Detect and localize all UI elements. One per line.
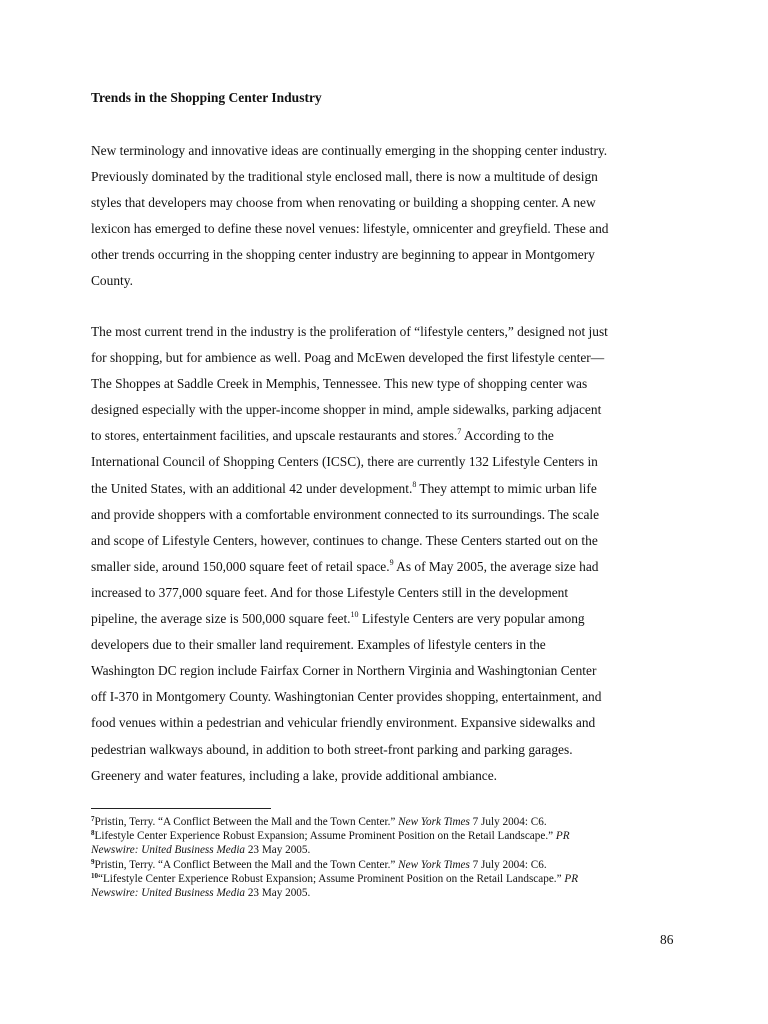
paragraph-1 bbox=[91, 138, 691, 295]
footnote-text: 23 May 2005. bbox=[245, 844, 311, 857]
footnote-source: Newswire: United Business Media bbox=[91, 886, 246, 899]
footnote-text: Pristin, Terry. “A Conflict Between the Mall and the Town Center.” bbox=[94, 858, 399, 871]
footnote-source: Newswire: United Business Media bbox=[91, 844, 246, 857]
line-text: smaller side, around 150,000 square feet of retail space. bbox=[91, 558, 390, 574]
footnote-8-cont bbox=[91, 843, 691, 857]
footnote-number: 8 bbox=[91, 829, 95, 838]
line-text: Lifestyle Centers are very popular among bbox=[358, 611, 585, 627]
footnote-number: 7 bbox=[91, 815, 95, 823]
paragraph-line: food venues within a pedestrian and vehicular friendly environment. Expansive sidewalks and bbox=[91, 715, 596, 731]
line-text: According to the bbox=[461, 428, 554, 444]
footnote-ref[interactable]: 8 bbox=[412, 479, 417, 489]
paragraph-line bbox=[91, 423, 691, 449]
footnote-text: Pristin, Terry. “A Conflict Between the Mall and the Town Center.” bbox=[94, 816, 399, 828]
paragraph-line: Previously dominated by the traditional style enclosed mall, there is now a multitude of design bbox=[91, 169, 598, 185]
footnote-source: PR bbox=[555, 830, 570, 843]
paragraph-line: off I-370 in Montgomery County. Washingtonian Center provides shopping, entertainment, and bbox=[91, 689, 602, 705]
footnote-text: 23 May 2005. bbox=[245, 886, 311, 899]
paragraph-line: for shopping, but for ambience as well. Poag and McEwen developed the first lifestyle center— bbox=[91, 350, 605, 366]
footnote-source: New York Times bbox=[398, 816, 470, 828]
paragraph-line: and scope of Lifestyle Centers, however, continues to change. These Centers started out on the bbox=[91, 532, 598, 548]
footnote-text: 7 July 2004: C6. bbox=[469, 816, 547, 828]
footnote-number: 9 bbox=[91, 857, 95, 866]
paragraph-line: The most current trend in the industry is the proliferation of “lifestyle centers,” designed not just bbox=[91, 324, 608, 339]
page-number: 86 bbox=[660, 932, 674, 947]
paragraph-line bbox=[91, 476, 691, 502]
paragraph-line bbox=[91, 606, 691, 632]
footnote-source: PR bbox=[564, 872, 579, 885]
paragraph-line: designed especially with the upper-income shopper in mind, ample sidewalks, parking adjacent bbox=[91, 402, 602, 418]
paragraph-line: lexicon has emerged to define these novel venues: lifestyle, omnicenter and greyfield. These and bbox=[91, 221, 609, 237]
line-text: pipeline, the average size is 500,000 square feet. bbox=[91, 611, 351, 627]
footnote-8 bbox=[91, 829, 691, 843]
footnote-ref[interactable]: 9 bbox=[389, 557, 394, 567]
paragraph-line: New terminology and innovative ideas are continually emerging in the shopping center industry. bbox=[91, 143, 608, 158]
paragraph-line bbox=[91, 554, 691, 580]
line-text: to stores, entertainment facilities, and upscale restaurants and stores. bbox=[91, 428, 458, 444]
paragraph-line: developers due to their smaller land requirement. Examples of lifestyle centers in the bbox=[91, 637, 546, 653]
footnotes bbox=[91, 815, 691, 900]
paragraph-line: County. bbox=[91, 273, 133, 289]
footnote-7 bbox=[91, 815, 691, 829]
line-text: As of May 2005, the average size had bbox=[393, 558, 599, 574]
section-heading: Trends in the Shopping Center Industry bbox=[91, 90, 322, 105]
footnote-text: 7 July 2004: C6. bbox=[469, 858, 547, 871]
footnote-10 bbox=[91, 872, 691, 886]
footnote-number: 10 bbox=[91, 871, 98, 880]
paragraph-line: The Shoppes at Saddle Creek in Memphis, Tennessee. This new type of shopping center was bbox=[91, 376, 588, 392]
paragraph-line: International Council of Shopping Centers (ICSC), there are currently 132 Lifestyle Centers in bbox=[91, 454, 598, 470]
paragraph-line: other trends occurring in the shopping center industry are beginning to appear in Montgomery bbox=[91, 247, 595, 263]
footnote-10-cont bbox=[91, 886, 691, 900]
line-text: They attempt to mimic urban life bbox=[416, 480, 597, 496]
paragraph-line: styles that developers may choose from when renovating or building a shopping center. A new bbox=[91, 195, 596, 211]
footnote-ref[interactable]: 10 bbox=[350, 610, 359, 620]
footnote-ref[interactable]: 7 bbox=[457, 427, 462, 437]
line-text: the United States, with an additional 42 under development. bbox=[91, 480, 413, 496]
footnote-divider bbox=[91, 808, 271, 809]
paragraph-2 bbox=[91, 319, 691, 789]
paragraph-line: increased to 377,000 square feet. And for those Lifestyle Centers still in the development bbox=[91, 584, 569, 600]
footnote-source: New York Times bbox=[398, 858, 470, 871]
footnote-text: Lifestyle Center Experience Robust Expansion; Assume Prominent Position on the Retail Landscape.” bbox=[94, 830, 556, 843]
footnote-text: “Lifestyle Center Experience Robust Expansion; Assume Prominent Position on the Retail Landscape.” bbox=[98, 872, 565, 885]
paragraph-line: Greenery and water features, including a lake, provide additional ambiance. bbox=[91, 767, 498, 783]
paragraph-line: pedestrian walkways abound, in addition to both street-front parking and parking garages. bbox=[91, 741, 573, 757]
footnote-9 bbox=[91, 858, 691, 872]
paragraph-line: and provide shoppers with a comfortable environment connected to its surroundings. The scale bbox=[91, 506, 600, 522]
paragraph-line: Washington DC region include Fairfax Corner in Northern Virginia and Washingtonian Center bbox=[91, 663, 597, 679]
